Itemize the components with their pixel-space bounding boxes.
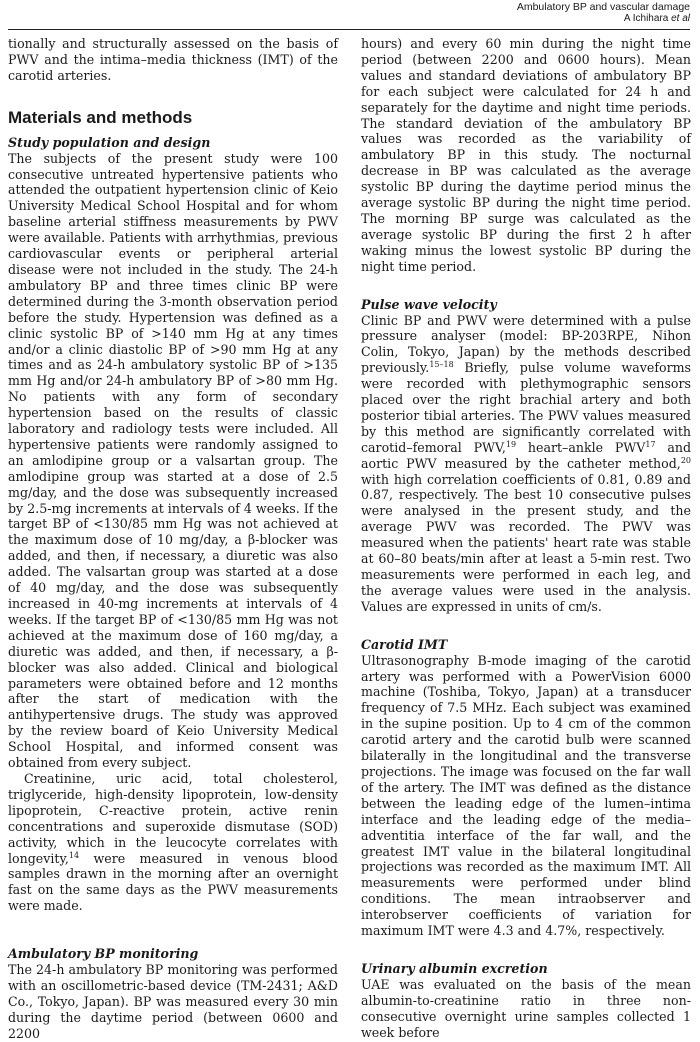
ref-15-18: 15–18: [429, 360, 454, 370]
pwv-paragraph: [361, 313, 691, 615]
uae-heading: Urinary albumin excretion: [361, 960, 548, 976]
biochemistry-text-a: Creatinine, uric acid, total cholesterol, triglyceride, high-density lipoprotein, low-density lipoprotein, C-reactive protein, active renin concentrations and superoxide dismutase (SOD) activity, which in the leucocyte correlates with longevity,: [8, 770, 338, 866]
running-author: [517, 13, 690, 25]
uae-paragraph: UAE was evaluated on the basis of the mean albumin-to-creatinine ratio in three non-consecutive overnight urine samples collected 1 week before: [361, 976, 691, 1040]
ref-17: 17: [645, 439, 656, 449]
pwv-text-4: and aortic PWV measured by the catheter method,: [361, 439, 692, 471]
materials-methods-heading: Materials and methods: [8, 107, 193, 127]
carotid-imt-heading: Carotid IMT: [361, 636, 448, 652]
running-title: Ambulatory BP and vascular damage: [516, 1, 690, 13]
running-header: [517, 1, 690, 25]
biochemistry-text-b: were measured in venous blood samples drawn in the morning after an overnight fast on the same days as the PWV measurements were made.: [8, 850, 338, 914]
author-name: A Ichihara: [623, 13, 672, 24]
pwv-heading: Pulse wave velocity: [361, 296, 497, 312]
left-column: [8, 36, 338, 1042]
carotid-imt-paragraph: Ultrasonography B-mode imaging of the carotid artery was performed with a PowerVision 6000 machine (Toshiba, Tokyo, Japan) at a transducer frequency of 7.5 MHz. Each subject was examined in the supine position. Up to 4 cm of the common carotid artery and the carotid bulb were scanned bilaterally in the longitudinal and the transverse projections. The image was focused on the far wall of the artery. The IMT was defined as the distance between the leading edge of the lumen–intima interface and the leading edge of the media–adventitia interface of the far wall, and the greatest IMT value in the bilateral longitudinal projections was recorded as the maximum IMT. All measurements were performed under blind conditions. The mean intraobserver and interobserver coefficients of variation for maximum IMT were 4.3 and 4.7%, respectively.: [361, 652, 691, 939]
pwv-text-1: Clinic BP and PWV were determined with a pulse pressure analyser (model: BP-203RPE, Nihon Colin, Tokyo, Japan) by the methods described previously.: [361, 312, 691, 376]
right-column: [361, 36, 691, 1040]
author-etal: et al: [671, 13, 690, 24]
study-population-heading: Study population and design: [8, 134, 211, 150]
study-population-paragraph: The subjects of the present study were 100 consecutive untreated hypertensive patients who attended the outpatient hypertension clinic of Keio University Medical School Hospital and for whom baseline arterial stiffness measurements by PWV were available. Patients with arrhythmias, previous cardiovascular events or peripheral arterial disease were not included in the study. The 24-h ambulatory BP and three times clinic BP were determined during the 3-month observation period before the study. Hypertension was defined as a clinic systolic BP of >140 mm Hg at any times and/or a clinic diastolic BP of >90 mm Hg at any times and as 24-h ambulatory systolic BP of >135 mm Hg and/or 24-h ambulatory BP of >80 mm Hg. No patients with any form of secondary hypertension based on the results of classic laboratory and radiology tests were included. All hypertensive patients were randomly assigned to an amlodipine group or a valsartan group. The amlodipine group was started at a dose of 2.5 mg/day, and the dose was subsequently increased by 2.5-mg increments at intervals of 4 weeks. If the target BP of <130/85 mm Hg was not achieved at the maximum dose of 10 mg/day, a β-blocker was added, and then, if necessary, a diuretic was also added. The valsartan group was started at a dose of 40 mg/day, and the dose was subsequently increased in 40-mg increments at intervals of 4 weeks. If the target BP of <130/85 mm Hg was not achieved at the maximum dose of 160 mg/day, a diuretic was added, and then, if necessary, a β-blocker was also added. Clinical and biological parameters were obtained before and 12 months after the start of medication with the antihypertensive drugs. The study was approved by the review board of Keio University Medical School Hospital, and informed consent was obtained from every subject.: [8, 150, 338, 771]
pwv-text-3: heart–ankle PWV: [516, 439, 646, 455]
ref-19: 19: [505, 439, 517, 449]
ambulatory-bp-paragraph: The 24-h ambulatory BP monitoring was performed with an oscillometric-based device (TM-2431; A&D Co., Tokyo, Japan). BP was measured every 30 min during the daytime period (between 0600 and 2200: [8, 962, 338, 1041]
ref-20: 20: [680, 455, 691, 465]
header-rule: [8, 29, 690, 30]
biochemistry-paragraph: [8, 771, 338, 914]
ambulatory-bp-continuation: hours) and every 60 min during the night time period (between 2200 and 0600 hours). Mean values and standard deviations of ambulatory BP for each subject were calculated for 24 h and separately for the daytime and night time periods. The standard deviation of the ambulatory BP values was recorded as the variability of ambulatory BP in this study. The nocturnal decrease in BP was calculated as the average systolic BP during the daytime period minus the average systolic BP during the night time period. The morning BP surge was calculated as the average systolic BP during the first 2 h after waking minus the lowest systolic BP during the night time period.: [361, 36, 691, 274]
pwv-text-2: Briefly, pulse volume waveforms were recorded with plethymographic sensors placed over the right brachial artery and both posterior tibial arteries. The PWV values measured by this method are significantly correlated with carotid–femoral PWV,: [361, 360, 691, 455]
ambulatory-bp-heading: Ambulatory BP monitoring: [8, 946, 199, 962]
intro-continuation: tionally and structurally assessed on the basis of PWV and the intima–media thickness (IMT) of the carotid arteries.: [8, 36, 338, 83]
ref-14: 14: [68, 850, 80, 860]
pwv-text-5: with high correlation coefficients of 0.81, 0.89 and 0.87, respectively. The best 10 consecutive pulses were analysed in the present study, and the average PWV was recorded. The PWV was measured when the patients' heart rate was stable at 60–80 beats/min after at least a 5-min rest. Two measurements were performed in each leg, and the average values were used in the analysis. Values are expressed in units of cm/s.: [361, 471, 691, 614]
